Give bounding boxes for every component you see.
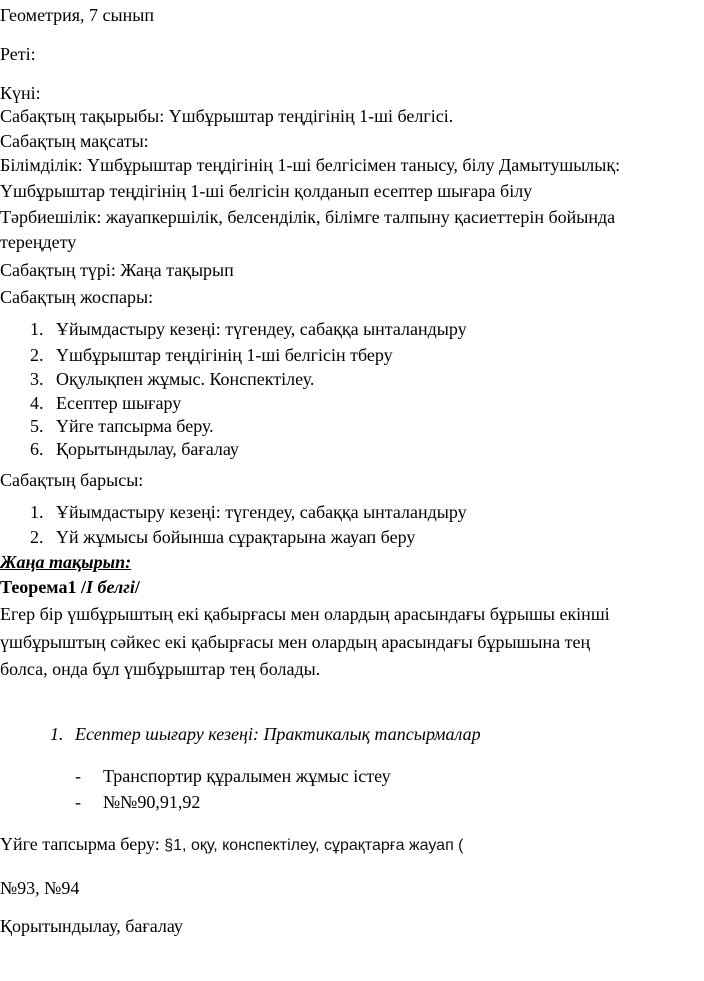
aims-heading: Сабақтың мақсаты: bbox=[0, 131, 149, 151]
aim-line-4: тереңдету bbox=[0, 232, 77, 252]
aim-line-1: Білімділік: Үшбұрыштар теңдігінің 1-ші белгісімен танысу, білу Дамытушылық: bbox=[0, 155, 621, 175]
subject-line: Геометрия, 7 сынып bbox=[0, 5, 155, 25]
closing-line: Қорытындылау, бағалау bbox=[0, 916, 183, 936]
theorem-line-3: болса, онда бұл үшбұрыштар тең болады. bbox=[0, 659, 321, 679]
new-topic-heading: Жаңа тақырып: bbox=[0, 552, 132, 572]
document-page: Геометрия, 7 сынып Реті: Күні: Сабақтың тақырыбы: Үшбұрыштар теңдігінің 1-ші белгісі. Сабақтың мақсаты: Білімділік: Үшбұрыштар теңдігінің 1-ші белгісімен танысу, білу Дамытушылық: Үшбұрыштар теңдігінің 1-ші белгісін қолданып есептер шығара білу Тәрбиешілік: жауапкершілік, белсенділік, білімге талпыну қасиеттерін бойында тереңдету Сабақтың түрі: Жаңа тақырып Сабақтың жоспары: 1. Ұйымдастыру кезеңі: түгендеу, сабаққа ынталандыру 2. Үшбұрыштар теңдігінің 1-ші белгісін тберу 3. Оқулықпен жұмыс. Конспектілеу. 4. Есептер шығару 5. Үйге тапсырма беру. 6. Қорытындылау, бағалау Сабақтың барысы: 1. Ұйымдастыру кезеңі: түгендеу, сабаққа ынталандыру 2. Үй жұмысы бойынша сұрақтарына жауап беру Жаңа тақырып: Теорема1 /I белгі/ Егер бір үшбұрыштың екі қабырғасы мен олардың арасындағы бұрышы екінші үшбұрыштың сәйкес екі қабырғасы мен олардың арасындағы бұрышына тең болса, онда бұл үшбұрыштар тең болады. 1. Есептер шығару кезеңі: Практикалық тапсырмалар - Транспортир құралымен жұмыс істеу - №№90,91,92 Үйге тапсырма беру: §1, оқу, конспектілеу, сұрақтарға жауап ( №93, №94 Қорытындылау, бағалау bbox=[0, 0, 704, 981]
date-line: Күні: bbox=[0, 83, 41, 103]
lesson-topic: Сабақтың тақырыбы: Үшбұрыштар теңдігінің 1-ші белгісі. bbox=[0, 106, 454, 126]
aim-line-2: Үшбұрыштар теңдігінің 1-ші белгісін қолданып есептер шығара білу bbox=[0, 181, 533, 201]
theorem-line-2: үшбұрыштың сәйкес екі қабырғасы мен олардың арасындағы бұрышына тең bbox=[0, 632, 591, 652]
order-line: Реті: bbox=[0, 44, 36, 64]
progress-heading: Сабақтың барысы: bbox=[0, 470, 144, 490]
plan-heading: Сабақтың жоспары: bbox=[0, 287, 154, 307]
homework-line: Үйге тапсырма беру: §1, оқу, конспектілеу, сұрақтарға жауап ( bbox=[0, 834, 464, 854]
homework-numbers: №93, №94 bbox=[0, 878, 80, 898]
aim-line-3: Тәрбиешілік: жауапкершілік, белсенділік, білімге талпыну қасиеттерін бойында bbox=[0, 207, 616, 227]
theorem-title: Теорема1 /I белгі/ bbox=[0, 577, 140, 597]
theorem-line-1: Егер бір үшбұрыштың екі қабырғасы мен олардың арасындағы бұрышы екінші bbox=[0, 604, 610, 624]
lesson-type: Сабақтың түрі: Жаңа тақырып bbox=[0, 260, 234, 280]
